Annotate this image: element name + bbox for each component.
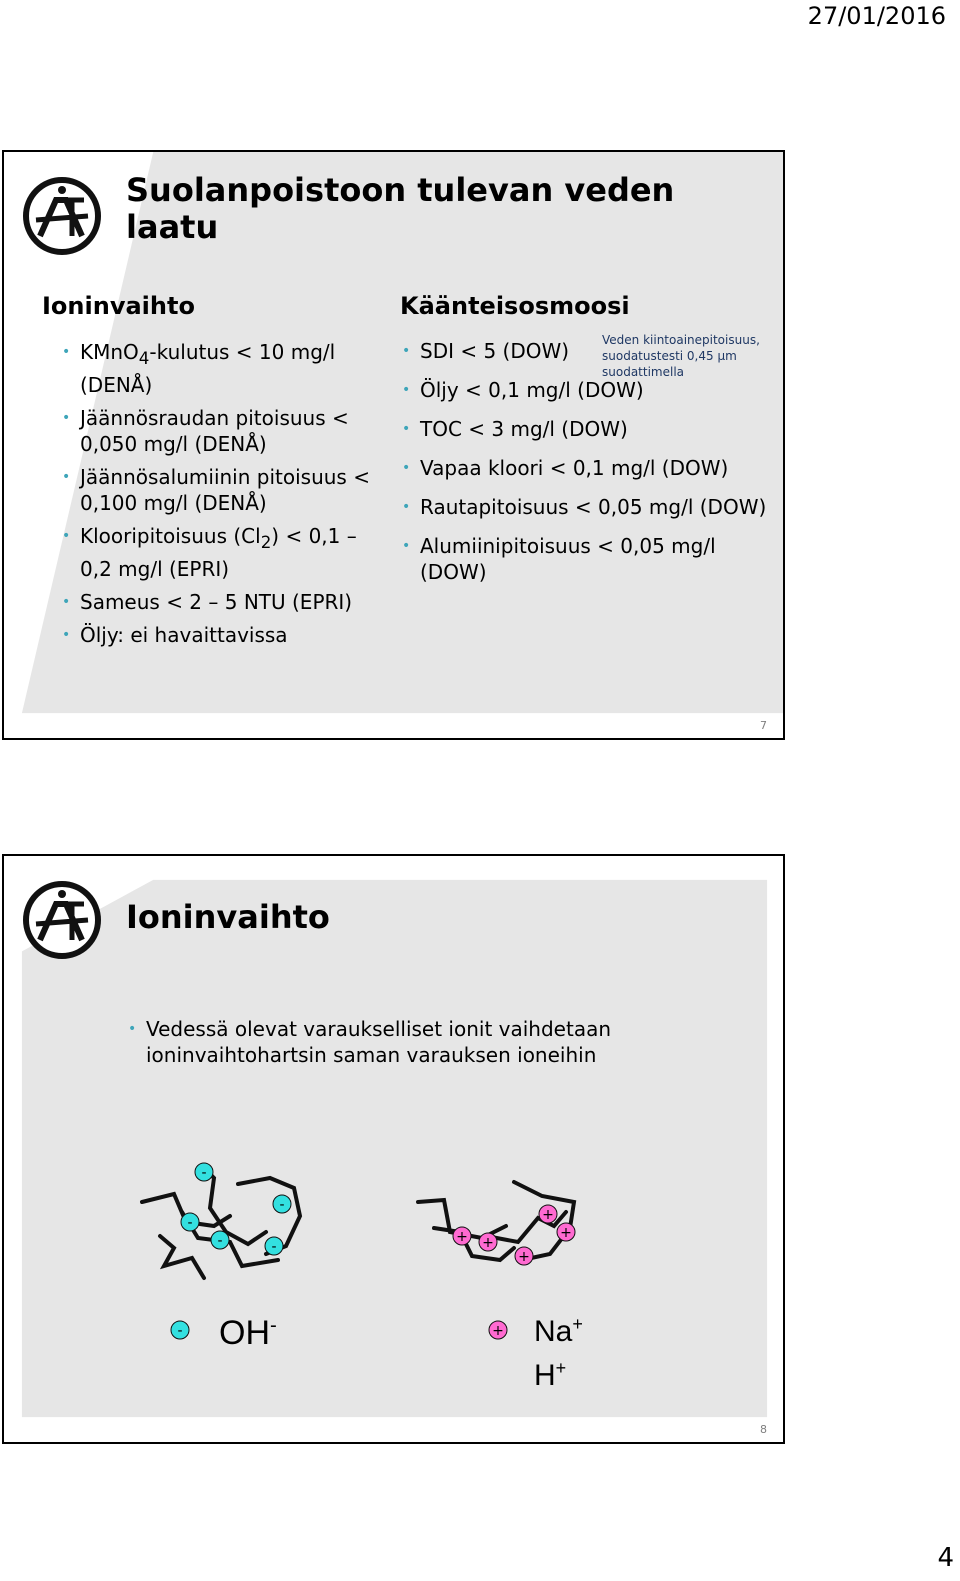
plus-sign: + (482, 1235, 494, 1251)
slide-number: 7 (760, 719, 767, 732)
minus-sign: - (217, 1233, 223, 1249)
header-date: 27/01/2016 (807, 2, 946, 30)
list-item: • KMnO$_4$-kulutus < 10 mg/l (DENÅ) (60, 339, 390, 398)
list-item: • Klooripitoisuus $(Cl_2) < 0,1 - 0,2$ mg/l (EPRI) (60, 523, 390, 582)
afry-logo-icon (22, 176, 102, 256)
plus-sign: + (518, 1249, 530, 1265)
minus-sign: - (177, 1323, 183, 1339)
page-number: 4 (937, 1543, 954, 1573)
list-item: • Sameus < 2 – 5 NTU (EPRI) (60, 589, 390, 615)
slide-number: 8 (760, 1423, 767, 1436)
slide-7 (2, 150, 785, 740)
plus-sign: + (560, 1225, 572, 1241)
list-item: • SDI < 5 (DOW) (400, 338, 770, 364)
minus-sign: - (279, 1197, 285, 1213)
list-item: • Öljy < 0,1 mg/l (DOW) (400, 377, 770, 403)
sdi-note: Veden kiintoainepitoisuus, suodatustesti 0,45 µm suodattimella (602, 333, 760, 379)
list-item: • Jäännösalumiinin pitoisuus < 0,100 mg/l (DENÅ) (60, 464, 390, 516)
kaanteisosmoosi-heading: Käänteisosmoosi (400, 292, 630, 320)
minus-sign: - (201, 1165, 207, 1181)
slide-title: Ioninvaihto (126, 898, 330, 936)
list-item: • Rautapitoisuus < 0,05 mg/l (DOW) (400, 494, 770, 520)
list-item: • Jäännösraudan pitoisuus < 0,050 mg/l (DENÅ) (60, 405, 390, 457)
slide-8 (2, 854, 785, 1444)
plus-sign: + (542, 1207, 554, 1223)
ioninvaihto-list (60, 339, 390, 655)
anion-legend-label: OH- (219, 1314, 277, 1352)
ioninvaihto-heading: Ioninvaihto (42, 292, 195, 320)
minus-sign: - (271, 1239, 277, 1255)
list-item: • Vapaa kloori < 0,1 mg/l (DOW) (400, 455, 770, 481)
plus-sign: + (456, 1229, 468, 1245)
minus-sign: - (187, 1215, 193, 1231)
cation-legend-label: Na+ H+ (534, 1314, 583, 1392)
cation-markers (4, 856, 785, 1444)
list-item: • TOC < 3 mg/l (DOW) (400, 416, 770, 442)
list-item: • Öljy: ei havaittavissa (60, 622, 390, 648)
list-item: • Vedessä olevat varaukselliset ionit vaihdetaan ioninvaihtohartsin saman varauksen ioneihin (126, 1016, 686, 1068)
slide-title: Suolanpoistoon tulevan veden laatu (126, 171, 675, 246)
list-item: • Alumiinipitoisuus < 0,05 mg/l (DOW) (400, 533, 770, 585)
plus-sign: + (492, 1323, 504, 1339)
